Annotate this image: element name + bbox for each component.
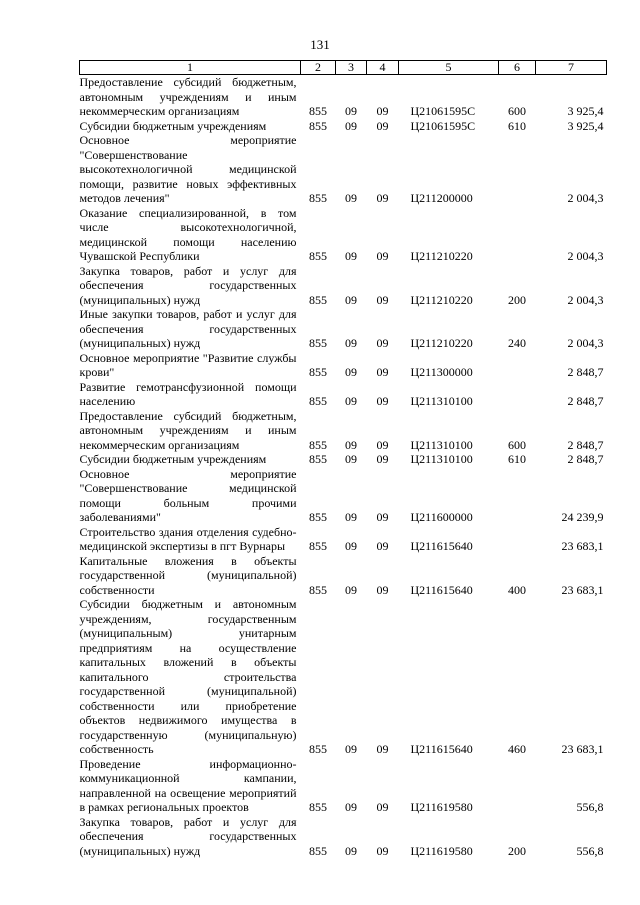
target-article-code: Ц211615640 — [410, 742, 473, 756]
expense-name: Закупка товаров, работ и услуг для обеспечения государственных (муниципальных) нужд — [79, 814, 297, 858]
ministry-code: 855 — [309, 104, 327, 118]
expense-type-code — [499, 351, 536, 380]
expense-name: Предоставление субсидий бюджетным, автономным учреждениям и иным некоммерческим организациям — [79, 408, 297, 452]
target-article-code: Ц211310100 — [410, 437, 473, 452]
ministry-code: 855 — [309, 510, 327, 524]
column-header-2: 2 — [301, 61, 336, 75]
target-article-code: Ц211619580 — [410, 800, 473, 814]
expense-type-code: 610 — [508, 118, 526, 133]
expense-name: Строительство здания отделения судебно-медицинской экспертизы в пгт Вурнары — [79, 524, 297, 553]
section-code: 09 — [345, 394, 357, 408]
table-header — [80, 61, 607, 75]
section-code: 09 — [345, 336, 357, 350]
target-article-code: Ц21061595С — [410, 118, 476, 133]
expense-name: Основное мероприятие "Совершенствование медицинской помощи больным прочими заболеваниями" — [79, 466, 297, 524]
section-code: 09 — [345, 452, 357, 466]
expense-name: Субсидии бюджетным учреждениям — [79, 452, 267, 466]
ministry-code: 855 — [309, 191, 327, 205]
expense-name: Проведение информационно-коммуникационной кампании, направленной на освещение мероприятий в рамках региональных проектов — [79, 756, 297, 814]
amount: 2 004,3 — [567, 336, 604, 350]
table-row — [80, 757, 607, 815]
target-article-code: Ц211310100 — [410, 394, 473, 408]
expense-name: Закупка товаров, работ и услуг для обеспечения государственных (муниципальных) нужд — [79, 263, 297, 307]
table-row — [80, 597, 607, 757]
expense-name: Развитие гемотрансфузионной помощи населению — [79, 379, 297, 408]
expense-name: Предоставление субсидий бюджетным, автономным учреждениям и иным некоммерческим организациям — [79, 75, 297, 118]
target-article-code: Ц211300000 — [410, 365, 473, 379]
subsection-code: 09 — [376, 118, 389, 133]
ministry-code: 855 — [309, 437, 327, 452]
ministry-code: 855 — [309, 742, 327, 756]
expense-type-code: 600 — [508, 104, 526, 118]
section-code: 09 — [345, 539, 357, 553]
section-code: 09 — [345, 191, 357, 205]
ministry-code: 855 — [309, 249, 327, 263]
subsection-code: 09 — [376, 452, 389, 466]
expense-name: Оказание специализированной, в том числе высокотехнологичной, медицинской помощи населению Чувашской Республики — [79, 205, 297, 263]
table-row — [80, 452, 607, 467]
target-article-code: Ц211210220 — [410, 249, 473, 263]
expense-type-code: 200 — [508, 843, 526, 858]
ministry-code: 855 — [309, 843, 327, 858]
amount: 2 848,7 — [567, 365, 604, 379]
ministry-code: 855 — [309, 336, 327, 350]
section-code: 09 — [345, 118, 357, 133]
subsection-code: 09 — [376, 510, 389, 524]
expense-name: Основное мероприятие "Совершенствование высокотехнологичной медицинской помощи, развитие новых эффективных методов лечения" — [79, 133, 297, 205]
target-article-code: Ц211600000 — [410, 510, 473, 524]
table-row — [80, 525, 607, 554]
expense-name: Капитальные вложения в объекты государственной (муниципальной) собственности — [79, 553, 297, 597]
target-article-code: Ц211310100 — [410, 452, 473, 466]
section-code: 09 — [345, 742, 357, 756]
subsection-code: 09 — [376, 394, 389, 408]
section-code: 09 — [345, 104, 357, 118]
subsection-code: 09 — [376, 336, 389, 350]
subsection-code: 09 — [376, 249, 389, 263]
section-code: 09 — [345, 437, 357, 452]
table-row — [80, 307, 607, 351]
subsection-code: 09 — [376, 742, 389, 756]
amount: 2 004,3 — [567, 191, 604, 205]
ministry-code: 855 — [309, 800, 327, 814]
section-code: 09 — [345, 582, 357, 597]
column-header-6: 6 — [499, 61, 536, 75]
ministry-code: 855 — [309, 452, 327, 466]
expense-type-code — [499, 380, 536, 409]
section-code: 09 — [345, 800, 357, 814]
target-article-code: Ц211200000 — [410, 191, 473, 205]
amount: 2 848,7 — [567, 452, 604, 466]
expense-name: Субсидии бюджетным учреждениям — [79, 118, 267, 133]
amount: 23 683,1 — [561, 582, 604, 597]
expense-type-code — [499, 206, 536, 264]
table-row — [80, 380, 607, 409]
expense-name: Субсидии бюджетным и автономным учреждениям, государственным (муниципальным) унитарным предприятиям на осуществление капитальных вложений в объекты капитального строительства государственной (муниципальной) собственности или приобретение объектов недвижимого имущества в государственную (муниципальную) собственность — [79, 597, 297, 756]
ministry-code: 855 — [309, 118, 327, 133]
expense-name: Основное мероприятие "Развитие службы крови" — [79, 350, 297, 379]
expense-type-code — [499, 525, 536, 554]
amount: 2 004,3 — [567, 292, 604, 307]
expense-type-code: 610 — [508, 452, 526, 466]
table-row — [80, 351, 607, 380]
table-row — [80, 554, 607, 598]
expense-type-code: 200 — [508, 292, 526, 307]
subsection-code: 09 — [376, 191, 389, 205]
table-row — [80, 264, 607, 308]
ministry-code: 855 — [309, 539, 327, 553]
table-row — [80, 119, 607, 134]
table-row — [80, 133, 607, 206]
expense-type-code — [499, 467, 536, 525]
amount: 2 004,3 — [567, 249, 604, 263]
table-row — [80, 815, 607, 859]
amount: 23 683,1 — [561, 742, 604, 756]
section-code: 09 — [345, 510, 357, 524]
expense-type-code: 240 — [508, 336, 526, 350]
section-code: 09 — [345, 292, 357, 307]
column-header-3: 3 — [336, 61, 367, 75]
amount: 2 848,7 — [567, 437, 604, 452]
table-row — [80, 409, 607, 453]
target-article-code: Ц211615640 — [410, 539, 473, 553]
expense-type-code — [499, 133, 536, 206]
amount: 556,8 — [576, 843, 604, 858]
amount: 23 683,1 — [561, 539, 604, 553]
target-article-code: Ц211210220 — [410, 336, 473, 350]
table-row — [80, 467, 607, 525]
subsection-code: 09 — [376, 582, 389, 597]
expense-type-code: 400 — [508, 582, 526, 597]
page-number: 131 — [310, 37, 330, 52]
ministry-code: 855 — [309, 394, 327, 408]
subsection-code: 09 — [376, 800, 389, 814]
ministry-code: 855 — [309, 292, 327, 307]
subsection-code: 09 — [376, 365, 389, 379]
subsection-code: 09 — [376, 292, 389, 307]
ministry-code: 855 — [309, 365, 327, 379]
expense-name: Иные закупки товаров, работ и услуг для обеспечения государственных (муниципальных) нужд — [79, 307, 297, 350]
column-header-7: 7 — [536, 61, 607, 75]
table-row — [80, 206, 607, 264]
target-article-code: Ц211210220 — [410, 292, 473, 307]
section-code: 09 — [345, 365, 357, 379]
amount: 3 925,4 — [567, 118, 604, 133]
subsection-code: 09 — [376, 437, 389, 452]
subsection-code: 09 — [376, 539, 389, 553]
column-header-5: 5 — [399, 61, 499, 75]
ministry-code: 855 — [309, 582, 327, 597]
expense-type-code — [499, 757, 536, 815]
target-article-code: Ц211615640 — [410, 582, 473, 597]
amount: 2 848,7 — [567, 394, 604, 408]
table-body — [80, 75, 607, 859]
table-row — [80, 75, 607, 119]
amount: 3 925,4 — [567, 104, 604, 118]
expense-type-code: 600 — [508, 437, 526, 452]
section-code: 09 — [345, 249, 357, 263]
column-header-4: 4 — [367, 61, 399, 75]
subsection-code: 09 — [376, 843, 389, 858]
expense-type-code: 460 — [508, 742, 526, 756]
subsection-code: 09 — [376, 104, 389, 118]
amount: 556,8 — [576, 800, 604, 814]
header-row — [80, 61, 607, 75]
column-header-1: 1 — [80, 61, 301, 75]
amount: 24 239,9 — [561, 510, 604, 524]
section-code: 09 — [345, 843, 357, 858]
target-article-code: Ц211619580 — [410, 843, 473, 858]
budget-table — [79, 60, 607, 858]
target-article-code: Ц21061595С — [410, 104, 476, 118]
